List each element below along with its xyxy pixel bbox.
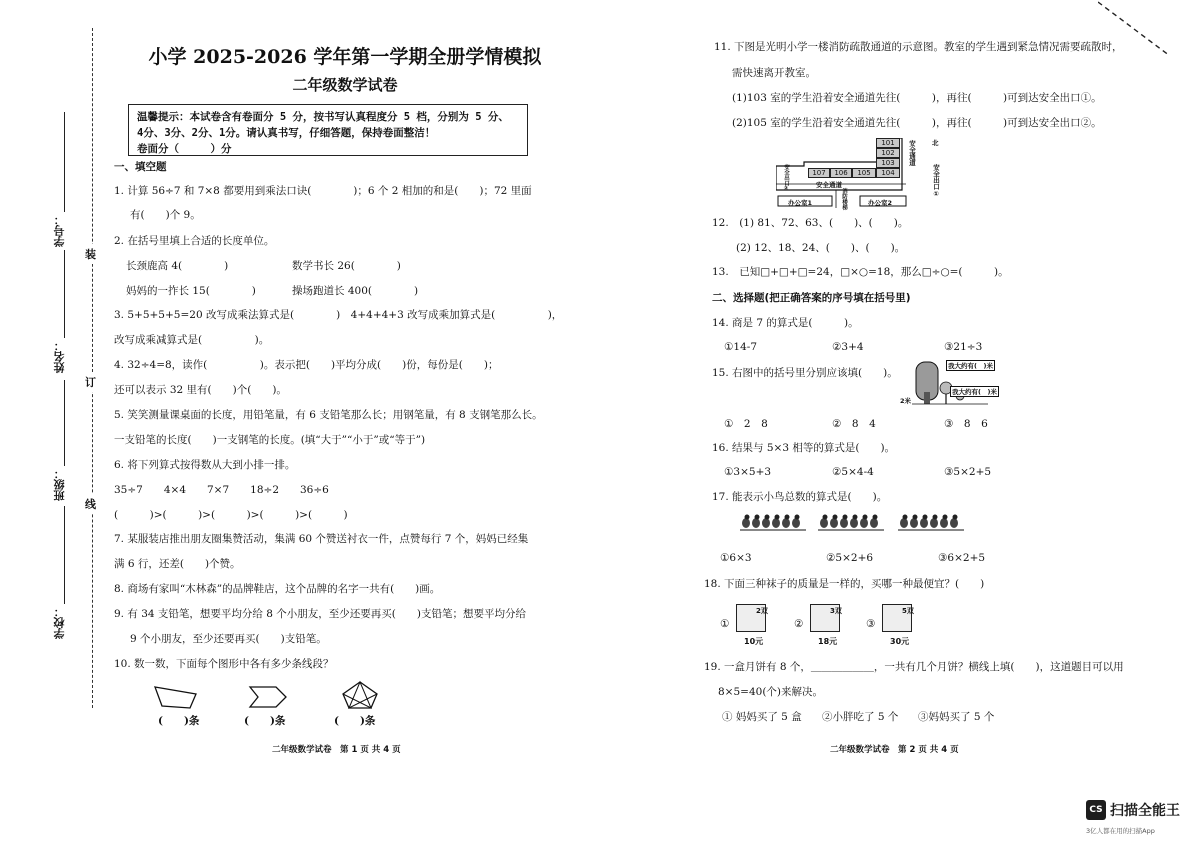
exit-2-label: 安全出口② <box>783 164 789 192</box>
q16-line: 16. 结果与 5×3 相等的算式是( )。 <box>712 442 896 454</box>
q19-option-1[interactable]: ① 妈妈买了 5 盒 <box>722 711 802 723</box>
section-multiple-choice: 二、选择题(把正确答案的序号填在括号里) <box>712 292 911 304</box>
q8-line: 8. 商场有家叫“木林森”的品牌鞋店，这个品牌的名字一共有( )画。 <box>114 583 441 595</box>
q1-line-1: 1. 计算 56÷7 和 7×8 都要用到乘法口诀( )；6 个 2 相加的和是( )；72 里面 <box>114 185 532 197</box>
q14-line: 14. 商是 7 的算式是( )。 <box>712 317 859 329</box>
q17-option-3[interactable]: ③6×2+5 <box>938 552 986 564</box>
tip-line-1: 温馨提示：本试卷含有卷面分 5 分，按书写认真程度分 5 档，分别为 5 分、 <box>137 111 509 123</box>
q2-item-1: 长颈鹿高 4( ) <box>126 260 229 272</box>
q7-line-1: 7. 某服装店推出朋友圈集赞活动，集满 60 个赞送衬衣一件，点赞每行 7 个，妈妈已经集 <box>114 533 529 545</box>
room-103: 103 <box>876 158 900 168</box>
q15-line: 15. 右图中的括号里分别应该填( )。 <box>712 367 898 379</box>
camscanner-logo-icon: CS <box>1086 800 1106 820</box>
evacuation-floorplan <box>776 138 946 210</box>
office-1-label: 办公室1 <box>788 199 813 207</box>
q14-option-1[interactable]: ①14-7 <box>724 341 758 353</box>
page-2-footer: 二年级数学试卷 第 2 页 共 4 页 <box>830 745 959 755</box>
north-label: 北 <box>932 139 939 147</box>
q11-line-1: 11. 下图是光明小学一楼消防疏散通道的示意图。教室的学生遇到紧急情况需要疏散时， <box>714 41 1123 53</box>
q11-line-2: 需快速离开教室。 <box>732 67 816 79</box>
exit-1-label: 安全出口① <box>932 164 940 198</box>
bird-icon <box>900 515 908 529</box>
bind-char-xian: 线 <box>85 494 96 514</box>
student-id-field[interactable] <box>64 112 65 212</box>
room-101: 101 <box>876 138 900 148</box>
room-105: 105 <box>852 168 876 178</box>
q19-option-2[interactable]: ②小胖吃了 5 个 <box>822 711 899 723</box>
pentagon-star-figure <box>340 680 380 710</box>
q16-option-3[interactable]: ③5×2+5 <box>944 466 992 478</box>
q7-line-2: 满 6 行，还差( )个赞。 <box>114 558 241 570</box>
q18-tag-3: 5双 <box>902 607 914 615</box>
q14-option-2[interactable]: ②3+4 <box>832 341 864 353</box>
q9-line-1: 9. 有 34 支铅笔，想要平均分给 8 个小朋友，至少还要再买( )支铅笔；想要平均分给 <box>114 608 526 620</box>
q18-price-3: 30元 <box>890 637 910 646</box>
q18-price-1: 10元 <box>744 637 764 646</box>
q18-option-2[interactable]: ② <box>794 618 804 630</box>
bird-icon <box>940 515 948 529</box>
q2-item-3: 妈妈的一拃长 15( ) <box>126 285 256 297</box>
birds-on-wires-figure <box>740 512 970 538</box>
tip-box <box>128 104 528 156</box>
school-label: 学校： <box>53 606 66 639</box>
q18-tag-1: 2双 <box>756 607 768 615</box>
bird-icon <box>920 515 928 529</box>
arrow-hexagon-figure <box>248 684 290 710</box>
section-fill-blank: 一、填空题 <box>114 161 167 173</box>
q2-item-2: 数学书长 26( ) <box>292 260 401 272</box>
bird-icon <box>742 515 750 529</box>
q9-line-2: 9 个小朋友，至少还要再买( )支铅笔。 <box>130 633 327 645</box>
q15-bubble-tree: 我大约有( )米 <box>948 362 993 370</box>
room-107: 107 <box>808 168 830 178</box>
bird-icon <box>850 515 858 529</box>
room-102: 102 <box>876 148 900 158</box>
camscanner-slogan: 3亿人都在用的扫描App <box>1086 827 1155 835</box>
q15-option-2[interactable]: ② 8 4 <box>832 418 876 430</box>
room-104: 104 <box>876 168 900 178</box>
q17-line: 17. 能表示小鸟总数的算式是( )。 <box>712 491 888 503</box>
q5-line-1: 5. 笑笑测量课桌面的长度，用铅笔量，有 6 支铅笔那么长；用钢笔量，有 8 支钢笔那么长。 <box>114 409 543 421</box>
q14-option-3[interactable]: ③21÷3 <box>944 341 983 353</box>
q6-line: 6. 将下列算式按得数从大到小排一排。 <box>114 459 296 471</box>
page-1-footer: 二年级数学试卷 第 1 页 共 4 页 <box>272 745 401 755</box>
q16-option-2[interactable]: ②5×4-4 <box>832 466 874 478</box>
bird-icon <box>840 515 848 529</box>
camscanner-name: 扫描全能王 <box>1110 803 1180 819</box>
q17-option-2[interactable]: ②5×2+6 <box>826 552 874 564</box>
q10-line: 10. 数一数，下面每个图形中各有多少条线段？ <box>114 658 334 670</box>
q18-tag-2: 3双 <box>830 607 842 615</box>
q10-blank-2: ( )条 <box>244 715 286 727</box>
bird-icon <box>930 515 938 529</box>
school-field[interactable] <box>64 506 65 604</box>
q3-line-1: 3. 5+5+5+5=20 改写成乘法算式是( ) 4+4+4+3 改写成乘加算式是( )， <box>114 309 563 321</box>
safety-channel-vertical-label: 安全通道 <box>908 140 916 166</box>
office-2-label: 办公室2 <box>868 199 893 207</box>
q15-option-1[interactable]: ① 2 8 <box>724 418 768 430</box>
bird-icon <box>752 515 760 529</box>
q10-blank-1: ( )条 <box>158 715 200 727</box>
bird-icon <box>910 515 918 529</box>
student-id-label: 学号： <box>53 214 66 247</box>
binding-dashed-line <box>92 28 93 708</box>
q17-option-1[interactable]: ①6×3 <box>720 552 752 564</box>
q13-line: 13. 已知□+□+□=24，□×○=18，那么□÷○=( )。 <box>712 266 1009 278</box>
class-label: 班级： <box>53 468 66 501</box>
q4-line-1: 4. 32÷4=8，读作( )。表示把( )平均分成( )份，每份是( )； <box>114 359 499 371</box>
q18-option-3[interactable]: ③ <box>866 618 876 630</box>
safety-channel-label: 安全通道 <box>816 181 842 189</box>
q5-line-2: 一支铅笔的长度( )一支钢笔的长度。(填“大于”“小于”或“等于”) <box>114 434 426 446</box>
q3-line-2: 改写成乘减算式是( )。 <box>114 334 270 346</box>
q18-line: 18. 下面三种袜子的质量是一样的，买哪一种最便宜？( ) <box>704 578 985 590</box>
bind-char-ding: 订 <box>85 372 96 392</box>
page-subtitle: 二年级数学试卷 <box>292 76 398 94</box>
page-title: 小学 2025-2026 学年第一学期全册学情模拟 <box>148 46 542 68</box>
q6-expressions: 35÷7 4×4 7×7 18÷2 36÷6 <box>114 484 329 496</box>
bird-icon <box>772 515 780 529</box>
q19-option-3[interactable]: ③妈妈买了 5 个 <box>918 711 995 723</box>
q11-sub-2: (2)105 室的学生沿着安全通道先往( )，再往( )可到达安全出口②。 <box>732 117 1102 129</box>
q10-blank-3: ( )条 <box>334 715 376 727</box>
q12-line-1: 12. (1) 81、72、63、( )、( )。 <box>712 217 909 229</box>
name-field[interactable] <box>64 250 65 338</box>
q15-bubble-kid: 我大约有( )米 <box>952 388 997 396</box>
q15-height-label: 2米 <box>900 397 912 405</box>
quadrilateral-figure <box>152 684 202 710</box>
bird-icon <box>820 515 828 529</box>
bird-icon <box>762 515 770 529</box>
bind-char-zhuang: 装 <box>85 244 96 264</box>
tip-line-3: 卷面分（ ）分 <box>137 143 232 155</box>
q15-option-3[interactable]: ③ 8 6 <box>944 418 988 430</box>
q18-price-2: 18元 <box>818 637 838 646</box>
q18-option-1[interactable]: ① <box>720 618 730 630</box>
bird-icon <box>792 515 800 529</box>
tip-line-2: 4分、3分、2分、1分。请认真书写，仔细答题，保持卷面整洁！ <box>137 127 436 139</box>
q2-line: 2. 在括号里填上合适的长度单位。 <box>114 235 275 247</box>
class-field[interactable] <box>64 380 65 466</box>
bird-icon <box>782 515 790 529</box>
room-106: 106 <box>830 168 852 178</box>
bird-icon <box>870 515 878 529</box>
q19-line-1: 19. 一盒月饼有 8 个，＿＿＿＿＿＿，一共有几个月饼？横线上填( )，这道题目可以用 <box>704 661 1124 673</box>
q16-option-1[interactable]: ①3×5+3 <box>724 466 772 478</box>
q4-line-2: 还可以表示 32 里有( )个( )。 <box>114 384 287 396</box>
fire-stairs-label: 消防楼梯 <box>841 188 847 210</box>
q1-line-2: 有( )个 9。 <box>130 209 201 221</box>
bird-icon <box>860 515 868 529</box>
q11-sub-1: (1)103 室的学生沿着安全通道先往( )，再往( )可到达安全出口①。 <box>732 92 1102 104</box>
bird-icon <box>950 515 958 529</box>
q19-line-2: 8×5=40(个)来解决。 <box>718 686 824 698</box>
bird-icon <box>830 515 838 529</box>
q6-blanks: ( )>( )>( )>( )>( ) <box>114 509 348 521</box>
q2-item-4: 操场跑道长 400( ) <box>292 285 419 297</box>
name-label: 姓名： <box>53 340 66 373</box>
q12-line-2: (2) 12、18、24、( )、( )。 <box>736 242 906 254</box>
